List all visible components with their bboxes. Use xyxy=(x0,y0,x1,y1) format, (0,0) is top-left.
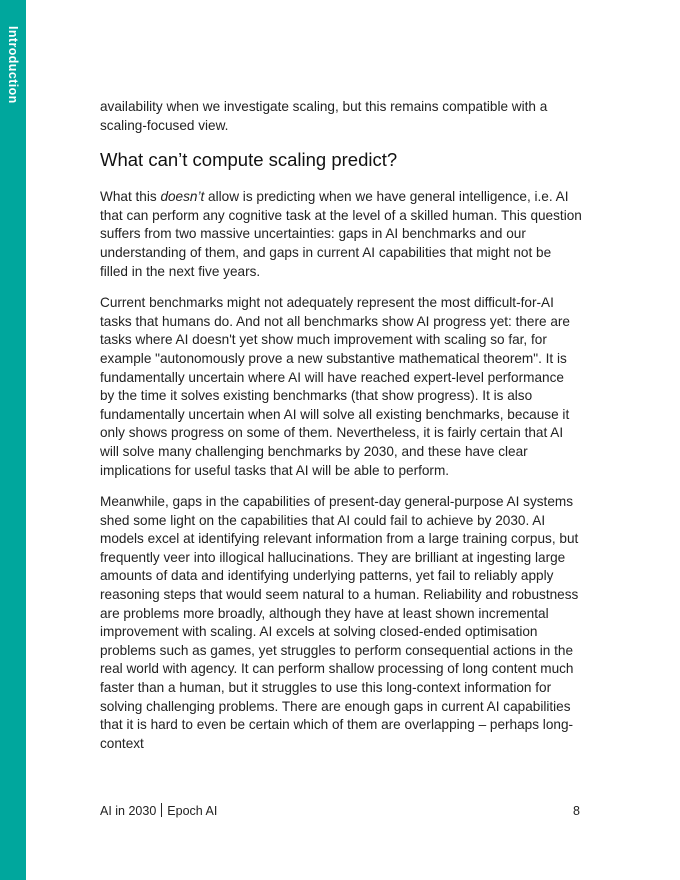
section-sidebar xyxy=(0,0,26,880)
paragraph-1-start: What this xyxy=(100,189,161,205)
footer-divider xyxy=(161,803,162,817)
footer-credit xyxy=(100,803,217,819)
paragraph-3: Meanwhile, gaps in the capabilities of present-day general-purpose AI systems shed some light on the capabilities that AI could fail to achieve by 2030. AI models excel at identifying relevant information from a large training corpus, but frequently veer into illogical hallucinations. They are brilliant at ingesting large amounts of data and identifying underlying patterns, yet fail to reliably apply reasoning steps that would seem natural to a human. Reliability and robustness are problems more broadly, although they have at least shown incremental improvement with scaling. AI excels at solving closed-ended optimisation problems such as games, yet struggles to perform consequential actions in the real world with agency. It can perform shallow processing of long content much faster than a human, but it struggles to use this long-context information for solving challenging problems. There are enough gaps in current AI capabilities that it is hard to even be certain which of them are overlapping – perhaps long-context xyxy=(100,494,579,751)
paragraph-2: Current benchmarks might not adequately represent the most difficult-for-AI tasks that humans do. And not all benchmarks show AI progress yet: there are tasks where AI doesn't yet show much improvement with scaling so far, for example "autonomously prove a new substantive mathematical theorem". It is fundamentally uncertain where AI will have reached expert-level performance by the time it solves existing benchmarks (that show progress). It is also fundamentally uncertain when AI will solve all existing benchmarks, because it only shows progress on some of them. Nevertheless, it is fairly certain that AI will solve many challenging benchmarks by 2030, and these have clear implications for useful tasks that AI will be able to perform. xyxy=(100,295,570,478)
page-number: 8 xyxy=(573,804,580,818)
paragraph-1-rest: allow is predicting when we have general intelligence, i.e. AI that can perform any cognitive task at the level of a skilled human. This question suffers from two massive uncertainties: gaps in AI benchmarks and our understanding of them, and gaps in current AI capabilities that might not be filled in the next five years. xyxy=(100,189,582,279)
paragraph-1 xyxy=(100,188,582,281)
footer-publisher: Epoch AI xyxy=(167,804,218,818)
paragraph-1-emphasis: doesn’t xyxy=(160,189,205,205)
intro-paragraph: availability when we investigate scaling, but this remains compatible with a scaling-focused view. xyxy=(100,99,548,133)
section-label: Introduction xyxy=(6,26,20,104)
section-heading: What can’t compute scaling predict? xyxy=(100,149,398,171)
page-content xyxy=(100,98,582,766)
footer-doc-title: AI in 2030 xyxy=(100,804,157,818)
page-footer xyxy=(100,803,580,819)
